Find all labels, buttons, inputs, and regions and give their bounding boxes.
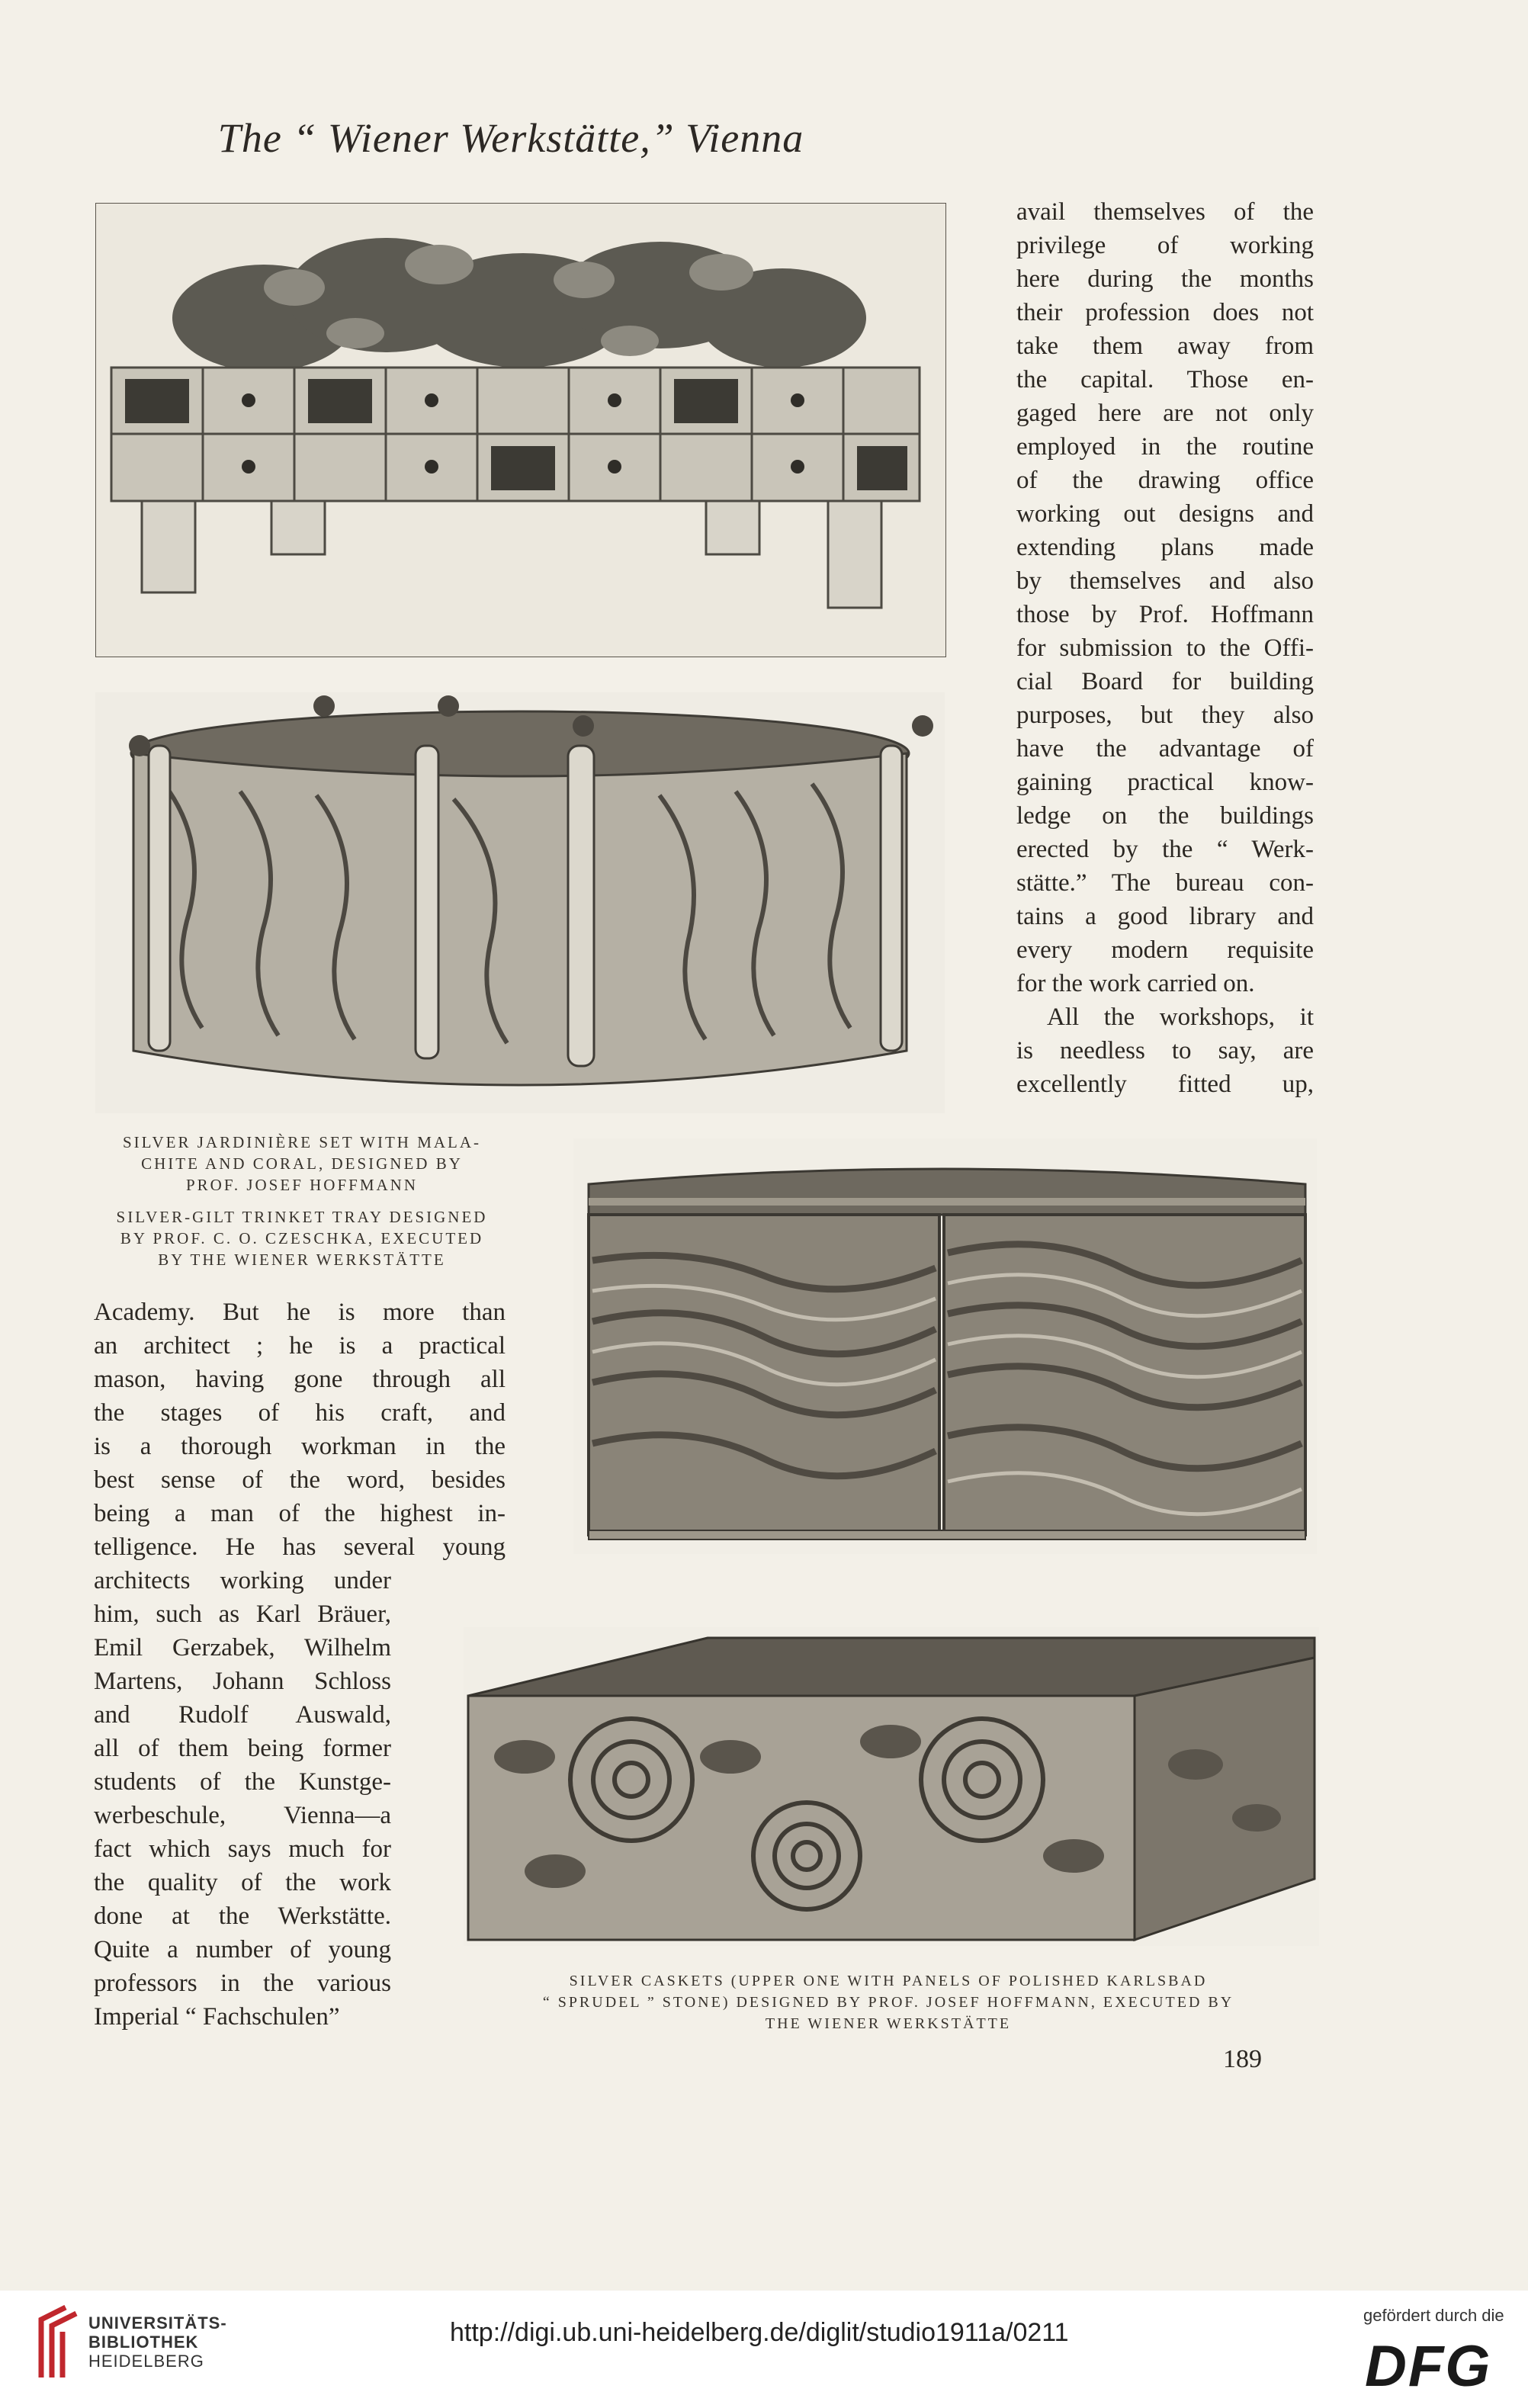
caption-trinket-tray: SILVER-GILT TRINKET TRAY DESIGNED BY PROF. C. O. CZESCHKA, EXECUTED BY THE WIENER WERKSTÄTTE <box>116 1208 488 1269</box>
library-logo-icon <box>35 2304 82 2381</box>
body-text-right-column: avail themselves of the privilege of working here during the months their profession does not take them away from the capital. Those en- gaged here are not only employed in the routine of the drawing office working out designs and extending plans made by themselves and also those by Prof. Hoffmann for submission to the Offi- cial Board for building purposes, but they also have the advantage of gaining practical know- ledge on the buildings erected by the “ Werk- stätte.” The bureau con- tains a good library and every modern requisite for the work carried on. All the workshops, it is needless to say, are excellently fitted up, <box>1016 198 1314 1098</box>
body-text-left-column-lower: architects working under him, such as Karl Bräuer, Emil Gerzabek, Wilhelm Martens, Johann Schloss and Rudolf Auswald, all of them being former students of the Kunstge- werbeschule, Vienna—a fact which says much for the quality of the work done at the Werkstätte. Quite a number of young professors in the various Imperial “ Fachschulen” <box>94 1567 391 2031</box>
dfg-logo: DFG <box>1365 2334 1492 2399</box>
running-title: The “ Wiener Werkstätte,” Vienna <box>217 115 804 161</box>
caption-caskets: SILVER CASKETS (UPPER ONE WITH PANELS OF POLISHED KARLSBAD “ SPRUDEL ” STONE) DESIGNED BY PROF. JOSEF HOFFMANN, EXECUTED BY THE WIENER WERKSTÄTTE <box>542 1973 1234 2032</box>
digitization-footer <box>0 2291 1528 2408</box>
library-name: UNIVERSITÄTS- BIBLIOTHEK HEIDELBERG <box>88 2313 227 2371</box>
photo-silver-casket-embossed <box>464 1627 1319 1946</box>
source-url-link[interactable]: http://digi.ub.uni-heidelberg.de/diglit/studio1911a/0211 <box>450 2318 1069 2347</box>
caption-jardiniere: SILVER JARDINIÈRE SET WITH MALA- CHITE AND CORAL, DESIGNED BY PROF. JOSEF HOFFMANN <box>122 1133 482 1194</box>
funded-by-label: gefördert durch die <box>1363 2306 1504 2325</box>
photo-silver-casket-stone-panels <box>573 1138 1317 1554</box>
body-text-left-column-upper: Academy. But he is more than an architect ; he is a practical mason, having gone through all the stages of his craft, and is a thorough workman in the best sense of the word, besides being a man of the highest in- telligence. He has several young <box>94 1299 506 1561</box>
page-number: 189 <box>1223 2045 1262 2073</box>
photo-silver-jardiniere <box>95 203 946 657</box>
photo-silver-gilt-trinket-tray <box>95 692 945 1113</box>
